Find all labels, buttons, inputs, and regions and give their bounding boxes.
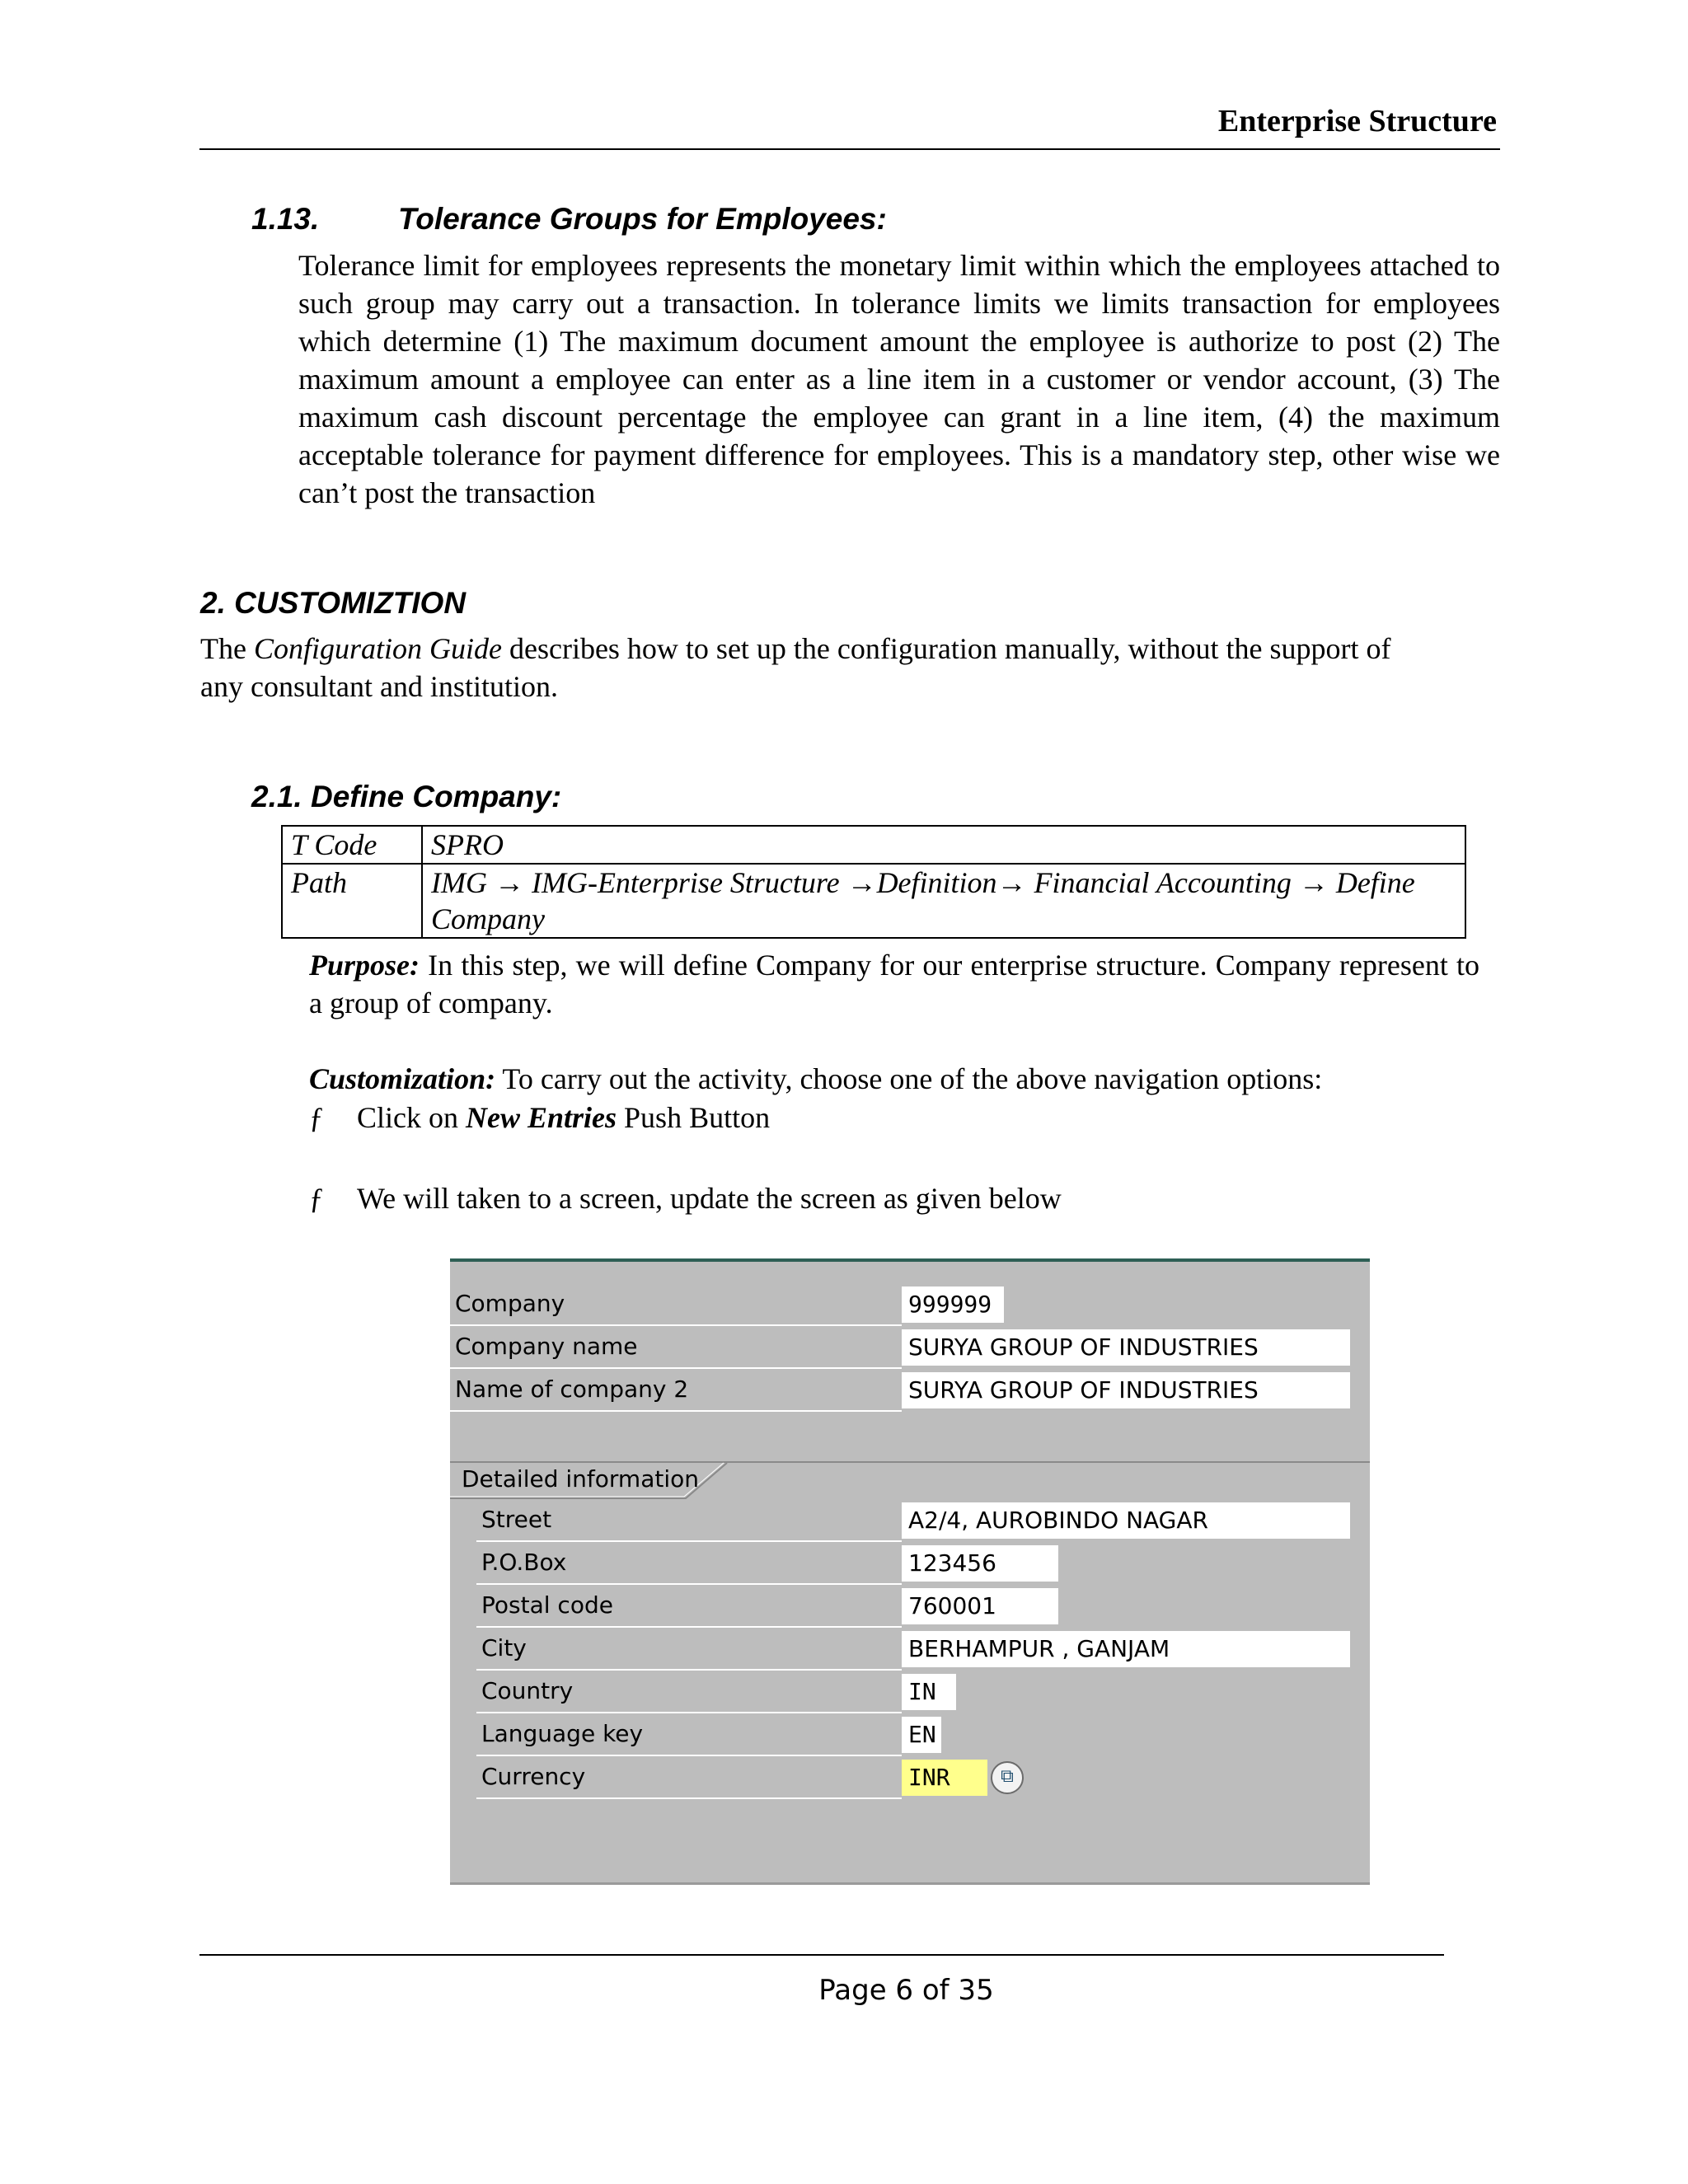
purpose-label: Purpose:	[309, 949, 420, 982]
customization-label: Customization:	[309, 1062, 496, 1095]
bullet-text	[357, 1099, 770, 1137]
tcode-table	[281, 825, 1466, 939]
configuration-guide-text: Configuration Guide	[253, 632, 502, 665]
city-input[interactable]: BERHAMPUR , GANJAM	[902, 1631, 1350, 1667]
value-help-icon[interactable]: ⧉	[991, 1761, 1024, 1794]
intro-text: The	[200, 632, 254, 665]
currency-input[interactable]: INR	[902, 1760, 987, 1796]
form-row-currency	[476, 1756, 1370, 1799]
purpose-paragraph	[309, 946, 1479, 1022]
page-number: Page 6 of 35	[818, 1974, 994, 2007]
detailed-information-tab[interactable]: Detailed information	[462, 1465, 699, 1493]
city-label: City	[481, 1634, 527, 1661]
company-label: Company	[455, 1290, 565, 1317]
section-heading: 2. CUSTOMIZTION	[200, 586, 467, 620]
pobox-label: P.O.Box	[481, 1549, 567, 1576]
bullet-text: We will taken to a screen, update the screen as given below	[357, 1182, 1062, 1215]
form-row-name2	[450, 1369, 1370, 1412]
company-name-label: Company name	[455, 1333, 638, 1360]
table-row	[282, 826, 1465, 864]
country-input[interactable]: IN	[902, 1674, 956, 1710]
subsection-heading: 2.1. Define Company:	[251, 780, 562, 813]
currency-label: Currency	[481, 1763, 586, 1790]
customization-paragraph	[309, 1060, 1512, 1098]
postal-code-input[interactable]: 760001	[902, 1588, 1058, 1624]
new-entries-text: New Entries	[466, 1101, 617, 1134]
footer-divider	[199, 1954, 1444, 1956]
customization-text: To carry out the activity, choose one of the above navigation options:	[495, 1062, 1323, 1095]
form-row-company-name	[450, 1326, 1370, 1369]
street-input[interactable]: A2/4, AUROBINDO NAGAR	[902, 1502, 1350, 1539]
tcode-label: T Code	[282, 826, 422, 864]
name2-input[interactable]: SURYA GROUP OF INDUSTRIES	[902, 1372, 1350, 1408]
language-key-input[interactable]: EN	[902, 1717, 941, 1753]
bullet-icon: ƒ	[309, 1101, 324, 1134]
pobox-input[interactable]: 123456	[902, 1545, 1058, 1582]
path-value: IMG → IMG-Enterprise Structure →Definition→ Financial Accounting → Define Company	[422, 864, 1465, 938]
name2-label: Name of company 2	[455, 1376, 689, 1403]
header-title: Enterprise Structure	[1217, 104, 1497, 138]
form-row-pobox	[476, 1542, 1370, 1585]
company-input[interactable]: 999999	[902, 1286, 1004, 1323]
section-number: 1.13.	[251, 202, 320, 236]
language-key-label: Language key	[481, 1720, 644, 1747]
company-name-input[interactable]: SURYA GROUP OF INDUSTRIES	[902, 1329, 1350, 1366]
section-title: Tolerance Groups for Employees:	[398, 202, 887, 236]
tolerance-paragraph: Tolerance limit for employees represents the monetary limit within which the employees attached to such group may carry out a transaction. In tolerance limits we limits transaction for employees which determine (1) The maximum document amount the employee is authorize to post (2) The maximum amount a employee can enter as a line item in a customer or vendor account, (3) The maximum cash discount percentage the employee can grant in a line item, (4) the maximum acceptable tolerance for payment difference for employees. This is a mandatory step, other wise we can’t post the transaction	[298, 249, 1500, 509]
path-label: Path	[282, 864, 422, 938]
form-row-country	[476, 1671, 1370, 1713]
form-row-company	[450, 1283, 1370, 1326]
tcode-value: SPRO	[422, 826, 1465, 864]
form-row-postal-code	[476, 1585, 1370, 1628]
street-label: Street	[481, 1506, 552, 1533]
form-row-language-key	[476, 1713, 1370, 1756]
postal-code-label: Postal code	[481, 1591, 613, 1619]
table-row	[282, 864, 1465, 938]
customization-intro	[200, 630, 1437, 705]
form-row-city	[476, 1628, 1370, 1671]
bullet-icon: ƒ	[309, 1182, 324, 1215]
bullet-text-start: Click on	[357, 1101, 466, 1134]
purpose-text: In this step, we will define Company for our enterprise structure. Company represent to a group of company.	[309, 949, 1479, 1019]
company-form-screenshot	[450, 1258, 1370, 1885]
page-header	[199, 102, 1500, 150]
country-label: Country	[481, 1677, 574, 1704]
bullet-text-end: Push Button	[617, 1101, 771, 1134]
intro-text-end: describes how to set up the configuration manually, without the support of any consultant and institution.	[200, 632, 1391, 703]
form-row-street	[476, 1499, 1370, 1542]
